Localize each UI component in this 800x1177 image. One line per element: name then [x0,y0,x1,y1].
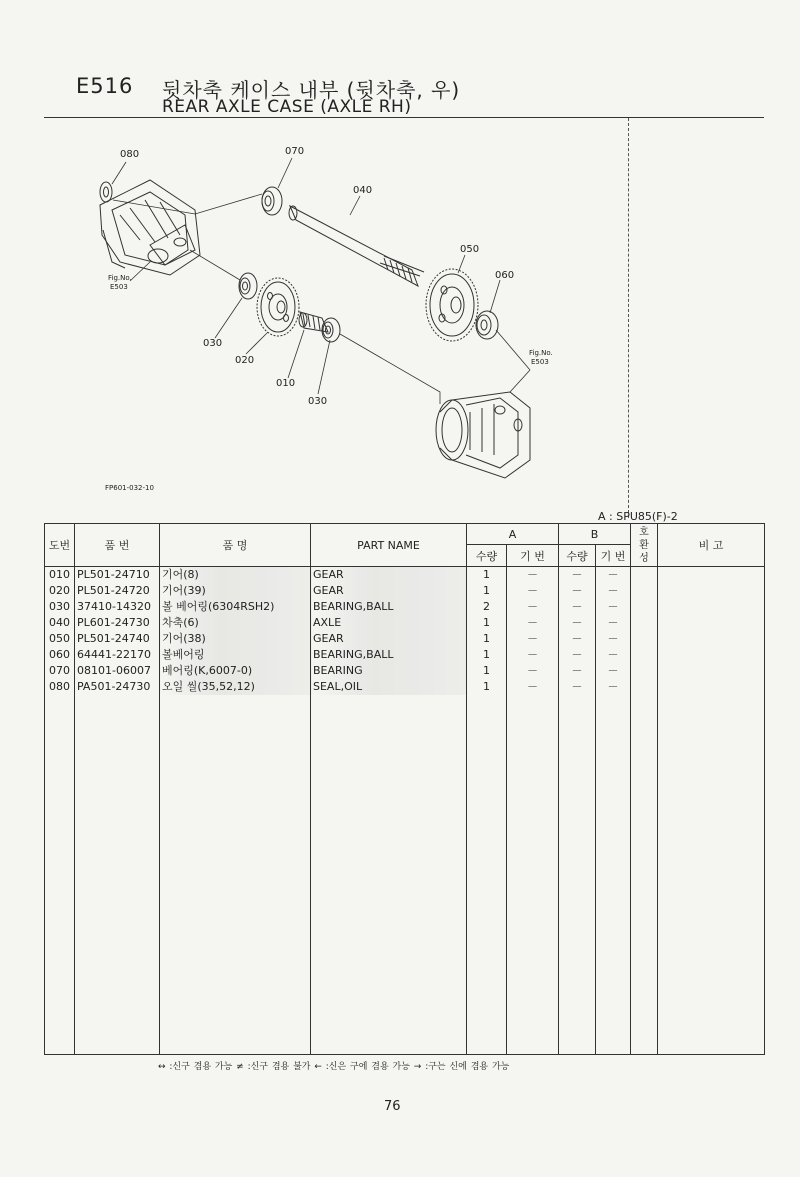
part-020-gear [257,278,299,336]
cell-name-kr: 볼 베어링(6304RSH2) [160,599,311,615]
cell-qty-b: － [559,631,596,647]
table-row [45,647,765,663]
cell-base-a: － [507,567,559,584]
cell-name-en: SEAL,OIL [311,679,467,695]
cell-base-b: － [596,679,631,695]
cell-base-a: － [507,679,559,695]
cell-qty-a: 2 [467,599,507,615]
cell-qty-b: － [559,583,596,599]
header-group-b: B [559,524,631,545]
cell-qty-a: 1 [467,567,507,584]
section-code: E516 [76,74,134,98]
cell-qty-a: 1 [467,583,507,599]
cell-remarks [658,583,765,599]
cell-no: 020 [45,583,75,599]
label-010: 010 [276,378,296,389]
cell-base-b: － [596,567,631,584]
title-english: REAR AXLE CASE (AXLE RH) [162,97,412,117]
cell-qty-b: － [559,679,596,695]
cell-qty-b: － [559,663,596,679]
cell-remarks [658,567,765,584]
cell-part-no: PL601-24730 [75,615,160,631]
cell-no: 040 [45,615,75,631]
cell-name-en: BEARING,BALL [311,647,467,663]
cell-qty-b: － [559,599,596,615]
cell-qty-a: 1 [467,663,507,679]
cell-interchange [631,679,658,695]
interchange-legend: ↔ :신구 겸용 가능 ≠ :신구 겸용 불가 ← :신은 구에 겸용 가능 → :구는 신에 겸용 가능 [158,1062,510,1072]
cell-part-no: 08101-06007 [75,663,160,679]
table-row [45,679,765,695]
cell-name-en: GEAR [311,567,467,584]
label-030-left: 030 [203,338,223,349]
cell-name-kr: 기어(39) [160,583,311,599]
label-040: 040 [353,185,373,196]
cell-name-kr: 베어링(K,6007-0) [160,663,311,679]
table-empty-space [45,695,765,1055]
cell-no: 050 [45,631,75,647]
part-050-gear [426,269,478,341]
cell-part-no: PL501-24740 [75,631,160,647]
cell-base-b: － [596,663,631,679]
cell-interchange [631,647,658,663]
cell-name-kr: 기어(8) [160,567,311,584]
cell-part-no: 37410-14320 [75,599,160,615]
cell-interchange [631,583,658,599]
cell-no: 010 [45,567,75,584]
cell-part-no: PL501-24710 [75,567,160,584]
cell-name-en: BEARING [311,663,467,679]
table-row [45,583,765,599]
cell-no: 070 [45,663,75,679]
cell-name-kr: 기어(38) [160,631,311,647]
cell-name-en: GEAR [311,631,467,647]
cell-qty-a: 1 [467,615,507,631]
cell-base-a: － [507,663,559,679]
table-row [45,615,765,631]
part-070-bearing [262,187,282,215]
table-row [45,631,765,647]
table-row [45,599,765,615]
cell-qty-b: － [559,615,596,631]
title-korean: 뒷차축 케이스 내부 (뒷차축, 우) [162,78,461,102]
label-070: 070 [285,146,305,157]
cell-interchange [631,615,658,631]
cell-no: 030 [45,599,75,615]
cell-qty-b: － [559,567,596,584]
model-note: A : SPU85(F)-2 [598,510,678,523]
header-remarks: 비 고 [658,524,765,567]
table-row [45,567,765,584]
figure-code: FP601-032-10 [105,484,154,492]
parts-table [44,523,765,1055]
fig-ref-label-1: Fig.No. [108,274,132,282]
cell-qty-a: 1 [467,647,507,663]
part-060-bearing [476,311,498,339]
header-base-a: 기 번 [507,545,559,567]
cell-remarks [658,631,765,647]
cell-base-a: － [507,647,559,663]
cell-remarks [658,663,765,679]
cell-part-no: PL501-24720 [75,583,160,599]
cell-interchange [631,599,658,615]
cell-base-a: － [507,615,559,631]
part-030-bearing-left [239,273,257,299]
cell-remarks [658,647,765,663]
axle-case-upper [100,180,200,275]
cell-no: 060 [45,647,75,663]
label-080: 080 [120,149,140,160]
cell-part-no: PA501-24730 [75,679,160,695]
label-020: 020 [235,355,255,366]
cell-name-en: BEARING,BALL [311,599,467,615]
cell-remarks [658,679,765,695]
cell-part-no: 64441-22170 [75,647,160,663]
cell-qty-a: 1 [467,679,507,695]
cell-qty-a: 1 [467,631,507,647]
cell-interchange [631,663,658,679]
cell-name-en: AXLE [311,615,467,631]
cell-base-a: － [507,583,559,599]
cell-interchange [631,567,658,584]
page-number: 76 [384,1099,401,1114]
header-part-name: PART NAME [311,524,467,567]
cell-no: 080 [45,679,75,695]
cell-name-en: GEAR [311,583,467,599]
cell-base-b: － [596,583,631,599]
part-080-seal [100,182,112,202]
cell-base-a: － [507,631,559,647]
header-qty-a: 수량 [467,545,507,567]
header-base-b: 기 번 [596,545,631,567]
cell-base-b: － [596,647,631,663]
cell-interchange [631,631,658,647]
header-group-a: A [467,524,559,545]
cell-qty-b: － [559,647,596,663]
cell-base-a: － [507,599,559,615]
label-060: 060 [495,270,515,281]
header-name-kr: 품 명 [160,524,311,567]
exploded-parts-diagram [0,118,640,498]
header-interchange: 호 환 성 [631,524,658,567]
cell-base-b: － [596,631,631,647]
header-qty-b: 수량 [559,545,596,567]
fig-ref-code-2: E503 [531,358,549,366]
header-no: 도번 [45,524,75,567]
label-030-right: 030 [308,396,328,407]
part-010-gear-shaft [299,312,328,332]
fig-ref-code-1: E503 [110,283,128,291]
part-030-bearing-right [322,318,340,342]
cell-name-kr: 볼베어링 [160,647,311,663]
cell-remarks [658,615,765,631]
cell-remarks [658,599,765,615]
cell-name-kr: 차축(6) [160,615,311,631]
label-050: 050 [460,244,480,255]
fig-ref-label-2: Fig.No. [529,349,553,357]
cell-base-b: － [596,615,631,631]
part-040-axle [289,206,424,286]
cell-name-kr: 오일 씰(35,52,12) [160,679,311,695]
table-row [45,663,765,679]
axle-case-lower [436,392,530,478]
header-part-no: 품 번 [75,524,160,567]
cell-base-b: － [596,599,631,615]
